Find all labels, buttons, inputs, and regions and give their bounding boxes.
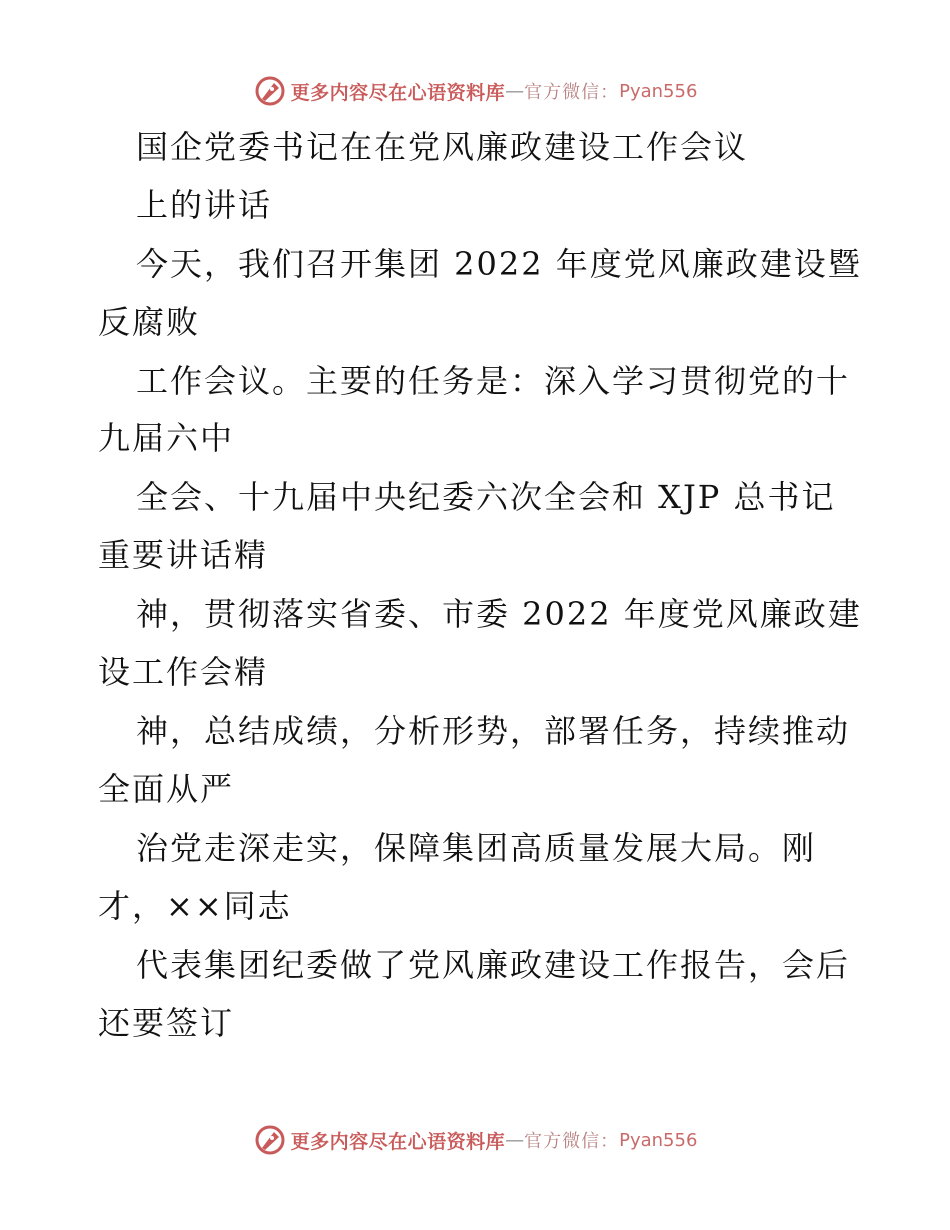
paragraph-line: 代表集团纪委做了党风廉政建设工作报告，会后 — [136, 946, 851, 984]
paragraph-line: 设工作会精 — [98, 653, 269, 691]
paragraph-line: 神，总结成绩，分析形势，部署任务，持续推动 — [136, 712, 851, 750]
watermark-wechat-id: Pyan556 — [619, 80, 698, 102]
paragraph-line: 反腐败 — [98, 303, 201, 341]
watermark-wechat-id: Pyan556 — [619, 1129, 698, 1151]
watermark-dash: — — [505, 80, 525, 102]
watermark-contact-label: 官方微信： — [524, 1131, 620, 1152]
watermark-text: 更多内容尽在心语资料库 — [290, 1130, 506, 1153]
pen-nib-circle-icon — [253, 1123, 287, 1157]
paragraph-line: 神，贯彻落实省委、市委 2022 年度党风廉政建 — [136, 595, 862, 633]
title-line: 上的讲话 — [136, 186, 273, 224]
paragraph-line: 工作会议。主要的任务是：深入学习贯彻党的十 — [136, 362, 851, 400]
paragraph-line: 还要签订 — [98, 1004, 235, 1042]
paragraph-line: 全会、十九届中央纪委六次全会和 XJP 总书记 — [136, 478, 836, 516]
paragraph-line: 才，××同志 — [98, 887, 292, 925]
footer-watermark — [0, 1120, 950, 1160]
watermark-text: 更多内容尽在心语资料库 — [290, 81, 506, 104]
title-line: 国企党委书记在在党风廉政建设工作会议 — [136, 128, 749, 166]
paragraph-line: 重要讲话精 — [98, 536, 269, 574]
watermark-contact-label: 官方微信： — [524, 82, 620, 103]
paragraph-line: 治党走深走实，保障集团高质量发展大局。刚 — [136, 829, 817, 867]
watermark-dash: — — [505, 1129, 525, 1151]
paragraph-line: 今天，我们召开集团 2022 年度党风廉政建设暨 — [136, 245, 862, 283]
paragraph-line: 全面从严 — [98, 770, 235, 808]
paragraph-line: 九届六中 — [98, 419, 235, 457]
